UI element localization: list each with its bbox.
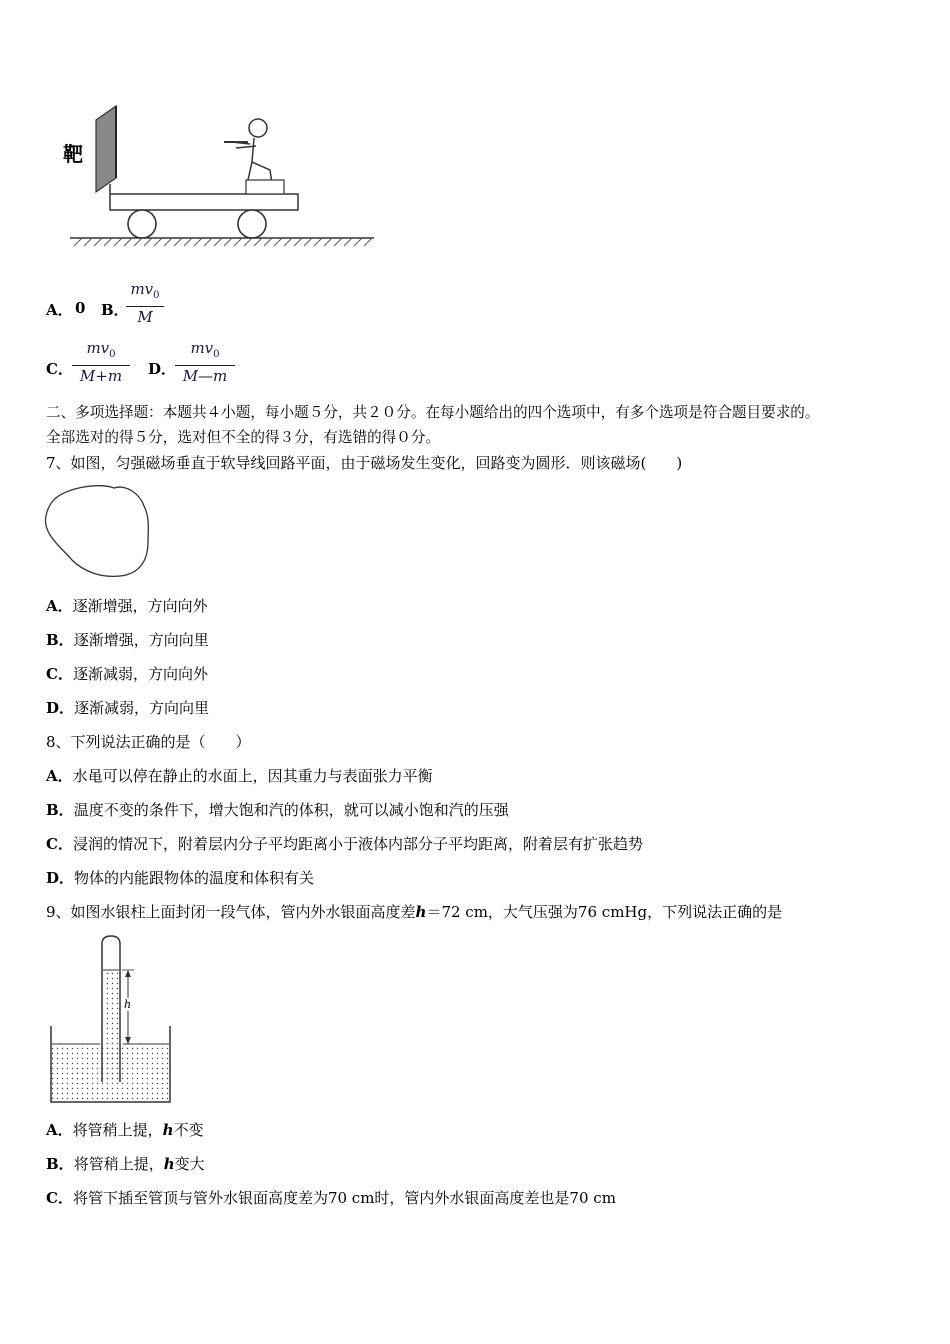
q9-option-b: B．将管稍上提，h变大 [46, 1155, 205, 1173]
q7-stem: 7、如图，匀强磁场垂直于软导线回路平面，由于磁场发生变化，回路变为圆形．则该磁场( ) [46, 454, 683, 472]
section2-line1: 二、多项选择题：本题共４小题，每小题５分，共２０分。在每小题给出的四个选项中，有多个选项是符合题目要求的。 [46, 404, 820, 421]
q6-option-a-value: 0 [75, 299, 86, 317]
fraction-numerator: $mv_0$ [86, 339, 116, 360]
section2-line2: 全部选对的得５分，选对但不全的得３分，有选错的得０分。 [46, 429, 441, 446]
q8-option-c: C．浸润的情况下，附着层内分子平均距离小于液体内部分子平均距离，附着层有扩张趋势 [46, 835, 643, 853]
fraction-denominator: M+m [79, 367, 123, 385]
q8-option-d: D．物体的内能跟物体的温度和体积有关 [46, 869, 315, 887]
q9-figure-h-label: h [124, 998, 132, 1011]
q7-loop-figure [44, 482, 154, 582]
q7-option-c: C．逐渐减弱，方向向外 [46, 665, 208, 683]
q8-option-b: B．温度不变的条件下，增大饱和汽的体积，就可以减小饱和汽的压强 [46, 801, 509, 819]
q7-option-d: D．逐渐减弱，方向向里 [46, 699, 210, 717]
q9-option-c: C．将管下插至管顶与管外水银面高度差为70 cm时，管内外水银面高度差也是70 cm [46, 1189, 616, 1207]
fraction-denominator: M—m [182, 367, 228, 385]
q6-option-b-label: B． [101, 301, 129, 319]
q6-option-d-fraction [175, 339, 235, 385]
fraction-numerator: $mv_0$ [130, 280, 160, 301]
q9-tube-figure [46, 932, 176, 1107]
fraction-numerator: $mv_0$ [190, 339, 220, 360]
mercury-tube-diagram [46, 932, 176, 1107]
q8-stem: 8、下列说法正确的是（ ） [46, 733, 251, 751]
cart-diagram [60, 100, 380, 250]
q7-option-a: A．逐渐增强，方向向外 [46, 597, 208, 615]
q6-option-c-label: C． [46, 360, 73, 378]
q7-option-b: B．逐渐增强，方向向里 [46, 631, 209, 649]
q6-option-b-fraction [126, 280, 164, 326]
target-label: 靶 [63, 142, 83, 166]
q6-option-c-fraction [72, 339, 130, 385]
q9-option-a: A．将管稍上提，h不变 [46, 1121, 204, 1139]
q6-option-a-label: A． [46, 301, 73, 319]
q8-option-a: A．水黾可以停在静止的水面上，因其重力与表面张力平衡 [46, 767, 433, 785]
figure-cart-target [60, 100, 380, 250]
q6-option-d-label: D． [148, 360, 177, 378]
q9-stem: 9、如图水银柱上面封闭一段气体，管内外水银面高度差h＝72 cm，大气压强为76 cmHg，下列说法正确的是 [46, 903, 783, 921]
fraction-denominator: M [137, 308, 153, 326]
